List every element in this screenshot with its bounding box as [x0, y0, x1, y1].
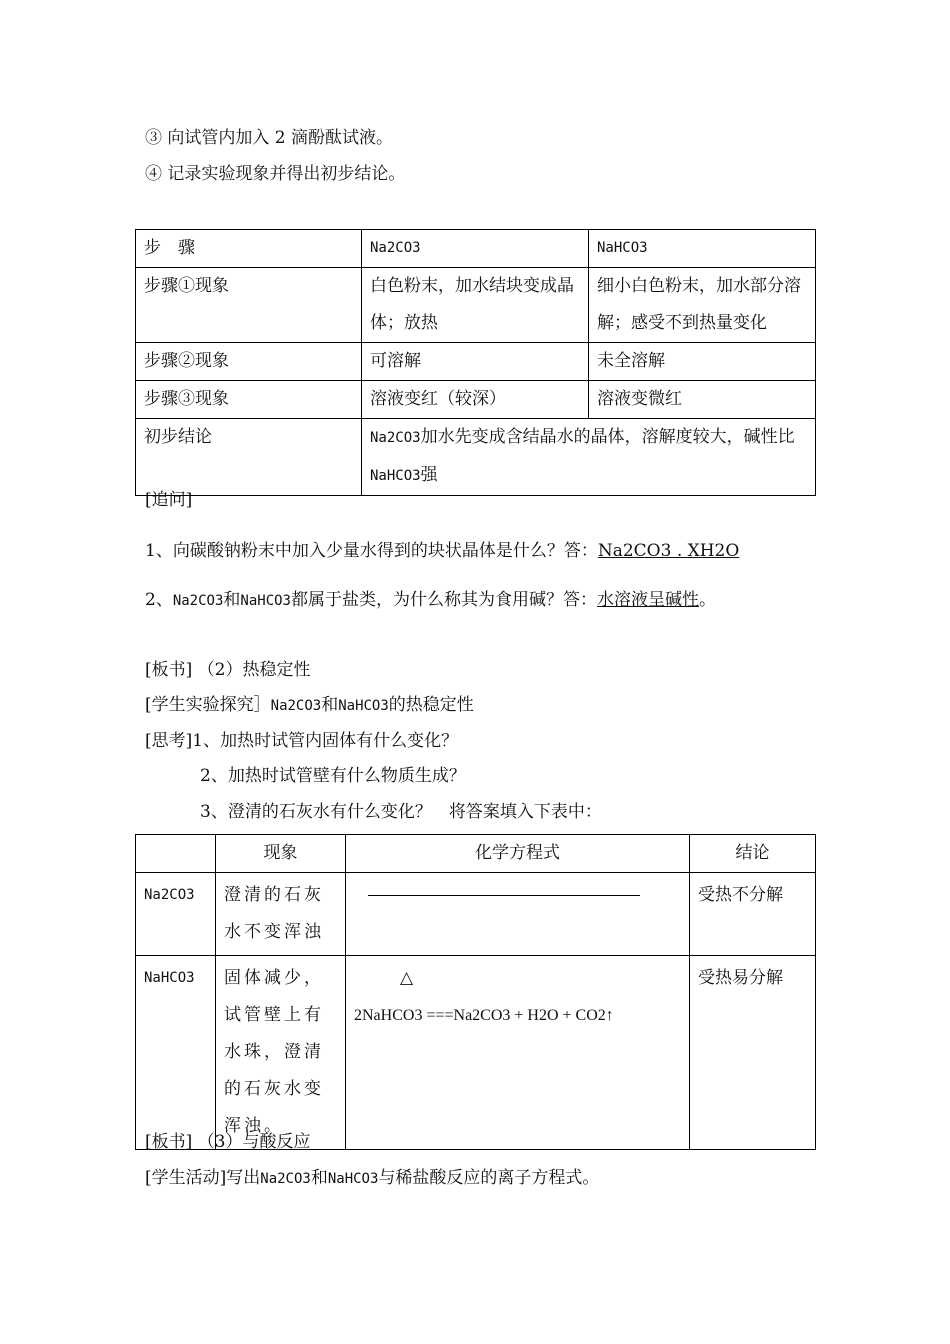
table-row: [136, 381, 816, 419]
table-header-cell: 现象: [216, 835, 346, 873]
row-label: 初步结论: [136, 419, 362, 496]
table-header-cell: [136, 835, 216, 873]
table-row: [136, 268, 816, 343]
row-label: 步骤①现象: [136, 268, 362, 343]
table-header-cell: 步 骤: [136, 230, 362, 268]
activity-and: 和: [310, 1168, 328, 1188]
question-2-text: 都属于盐类，为什么称其为食用碱？答：: [290, 590, 597, 610]
observation-table: [135, 229, 816, 496]
table-header-cell: Na2CO3: [362, 230, 589, 268]
step4-text: ④ 记录实验现象并得出初步结论。: [145, 164, 406, 184]
row-label: 步骤③现象: [136, 381, 362, 419]
activity-text: 的热稳定性: [388, 695, 474, 715]
think-question-2: 2、加热时试管壁有什么物质生成？: [200, 766, 466, 786]
followup-question-1: [145, 541, 739, 561]
conclusion-cell: 受热不分解: [690, 873, 816, 956]
table-cell: 白色粉末，加水结块变成晶体；放热: [362, 268, 589, 343]
heat-stability-table: [135, 834, 816, 1150]
formula-nahco3: NaHCO3: [327, 1171, 379, 1187]
table-cell: 溶液变红（较深）: [362, 381, 589, 419]
conclusion-end: 强: [420, 465, 438, 485]
phenomenon-cell: 固体减少，试管壁上有水珠，澄清的石灰水变浑浊。: [216, 956, 346, 1150]
table-row: [136, 343, 816, 381]
activity-tag: [学生实验探究］: [145, 695, 271, 715]
formula-nahco3: NaHCO3: [338, 698, 389, 714]
decomposition-equation: 2NaHCO3 ===Na2CO3 + H2O + CO2↑: [354, 1007, 614, 1024]
formula-na2co3: Na2CO3: [270, 698, 322, 714]
formula-nahco3: NaHCO3: [370, 468, 421, 484]
student-experiment-line: [145, 695, 474, 716]
row-label: 步骤②现象: [136, 343, 362, 381]
question-2-and: 和: [223, 590, 241, 610]
answer-1: Na2CO3 . XH2O: [597, 541, 740, 561]
table-cell: 未全溶解: [589, 343, 816, 381]
equation-cell: [346, 873, 690, 956]
formula-na2co3: Na2CO3: [172, 593, 224, 609]
answer-2-end: 。: [698, 590, 716, 610]
heat-symbol: △: [400, 968, 414, 988]
table-row: [136, 230, 816, 268]
table-header-cell: NaHCO3: [589, 230, 816, 268]
equation-cell: [346, 956, 690, 1150]
conclusion-cell: 受热易分解: [690, 956, 816, 1150]
step3-text: ③ 向试管内加入 2 滴酚酞试液。: [145, 128, 394, 148]
answer-2: 水溶液呈碱性: [596, 590, 699, 610]
row-label-nahco3: NaHCO3: [136, 956, 216, 1150]
formula-nahco3: NaHCO3: [240, 593, 291, 609]
think-question-1: [思考]1、加热时试管内固体有什么变化？: [145, 731, 459, 751]
table-cell: 可溶解: [362, 343, 589, 381]
table-row: [136, 873, 816, 956]
formula-na2co3: Na2CO3: [260, 1171, 311, 1187]
conclusion-cell: [362, 419, 816, 496]
phenomenon-cell: 澄清的石灰水不变浑浊: [216, 873, 346, 956]
think-question-3: 3、澄清的石灰水有什么变化？ 将答案填入下表中：: [200, 802, 602, 822]
followup-question-2: [145, 590, 716, 611]
board-heat-stability: [板书] （2）热稳定性: [145, 660, 311, 680]
formula-na2co3: Na2CO3: [370, 430, 421, 446]
question-1-text: 1、向碳酸钠粉末中加入少量水得到的块状晶体是什么？答：: [145, 541, 598, 561]
student-activity-line: [145, 1168, 599, 1189]
board-acid-reaction: [板书] （3）与酸反应: [145, 1132, 311, 1152]
table-header-cell: 化学方程式: [346, 835, 690, 873]
followup-tag: [追问]: [145, 490, 193, 510]
table-row: [136, 835, 816, 873]
table-row: [136, 956, 816, 1150]
table-header-cell: 结论: [690, 835, 816, 873]
table-cell: 细小白色粉末，加水部分溶解；感受不到热量变化: [589, 268, 816, 343]
table-row: [136, 419, 816, 496]
table-cell: 溶液变微红: [589, 381, 816, 419]
activity-tag: [学生活动]写出: [145, 1168, 261, 1188]
row-label-na2co3: Na2CO3: [136, 873, 216, 956]
conclusion-text: 加水先变成含结晶水的晶体，溶解度较大，碱性比: [420, 427, 795, 447]
question-2-prefix: 2、: [145, 590, 173, 610]
blank-line: [368, 895, 640, 896]
activity-and: 和: [321, 695, 339, 715]
activity-text: 与稀盐酸反应的离子方程式。: [378, 1168, 600, 1188]
